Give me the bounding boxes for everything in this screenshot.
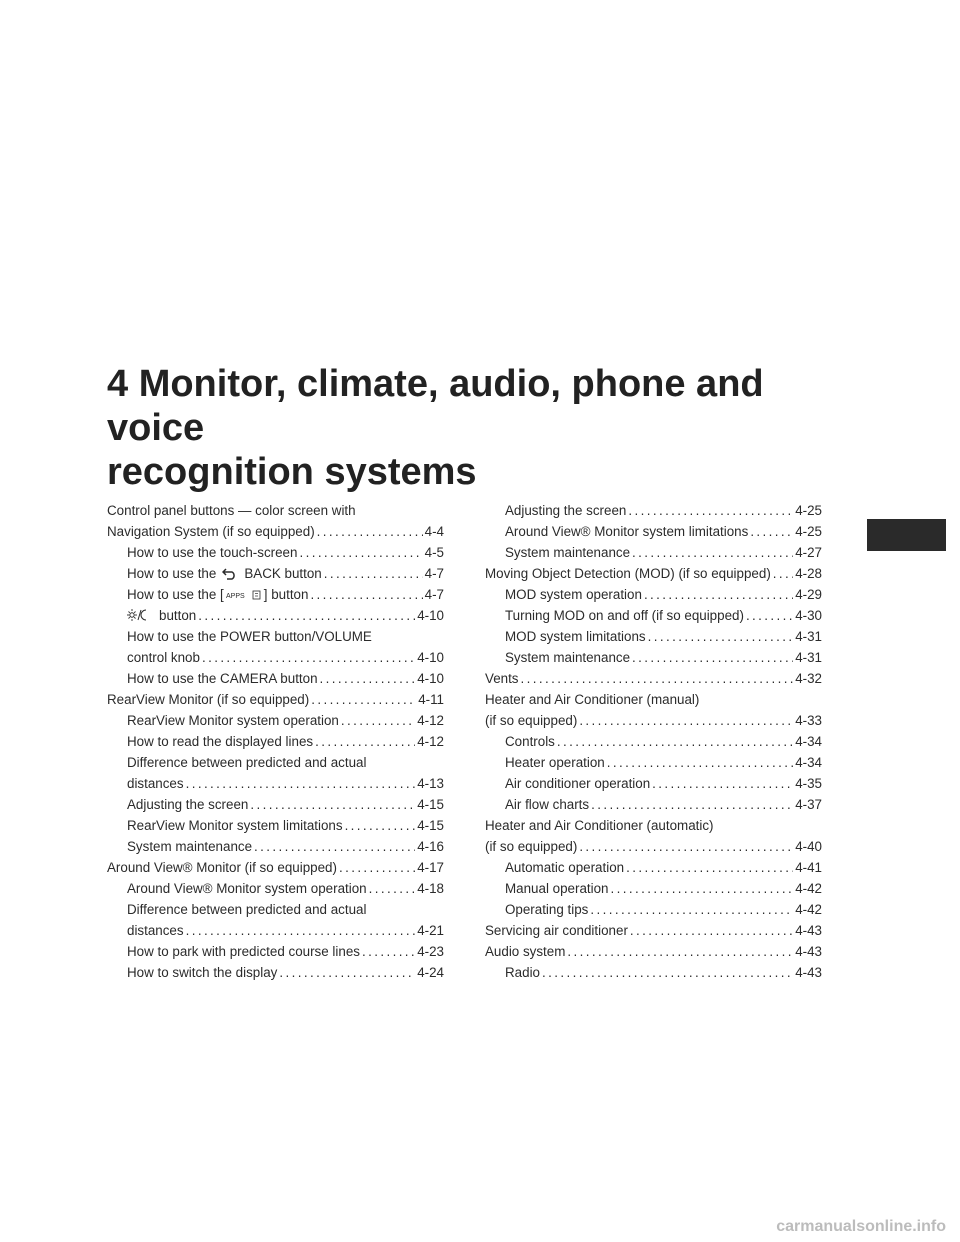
toc-entry: Heater and Air Conditioner (automatic) (485, 818, 714, 833)
leader-dots (341, 710, 415, 731)
page-number: 4-10 (417, 650, 444, 665)
leader-dots (315, 731, 415, 752)
toc-entry[interactable]: Servicing air conditioner ..... 4-43 (485, 920, 822, 941)
page-number: 4-13 (417, 776, 444, 791)
toc-entry[interactable]: System maintenance ..... 4-16 (107, 836, 444, 857)
toc-entry[interactable]: Moving Object Detection (MOD) (if so equipped) ..... 4-28 (485, 563, 822, 584)
toc-entry[interactable]: System maintenance ..... 4-27 (485, 542, 822, 563)
chapter-title-line2: recognition systems (107, 451, 477, 493)
leader-dots (186, 920, 416, 941)
page-number: 4-12 (417, 734, 444, 749)
page-number: 4-42 (795, 902, 822, 917)
leader-dots (186, 773, 416, 794)
leader-dots (279, 962, 415, 983)
toc-entry: Difference between predicted and actual (127, 755, 367, 770)
toc-entry[interactable]: Vents ..... 4-32 (485, 668, 822, 689)
page-number: 4-35 (795, 776, 822, 791)
watermark: carmanualsonline.info (776, 1218, 946, 1235)
toc-entry[interactable]: Turning MOD on and off (if so equipped) ..... 4-30 (485, 605, 822, 626)
leader-dots (250, 794, 415, 815)
page-number: 4-41 (795, 860, 822, 875)
leader-dots (648, 626, 794, 647)
toc-entry[interactable]: RearView Monitor system operation ..... 4-12 (107, 710, 444, 731)
leader-dots (567, 941, 793, 962)
page-number: 4-10 (417, 608, 444, 623)
page-number: 4-27 (795, 545, 822, 560)
page-number: 4-31 (795, 629, 822, 644)
leader-dots (198, 605, 415, 626)
page-number: 4-10 (417, 671, 444, 686)
page-number: 4-5 (424, 545, 444, 560)
toc-entry[interactable]: MOD system operation ..... 4-29 (485, 584, 822, 605)
toc-entry[interactable]: Radio ..... 4-43 (485, 962, 822, 983)
toc-entry[interactable]: control knob ..... 4-10 (107, 647, 444, 668)
page-number: 4-40 (795, 839, 822, 854)
toc-left-column (107, 500, 444, 983)
leader-dots (591, 794, 793, 815)
leader-dots (369, 878, 416, 899)
apps-icon (226, 586, 262, 607)
toc-entry[interactable]: button ..... 4-10 (107, 605, 444, 626)
leader-dots (746, 605, 793, 626)
leader-dots (610, 878, 793, 899)
page-number: 4-11 (418, 692, 444, 707)
toc-entry[interactable]: How to switch the display ..... 4-24 (107, 962, 444, 983)
toc-entry[interactable]: RearView Monitor system limitations ..... 4-15 (107, 815, 444, 836)
leader-dots (579, 710, 793, 731)
toc-entry[interactable]: How to read the displayed lines ..... 4-12 (107, 731, 444, 752)
leader-dots (324, 563, 423, 584)
toc-entry: Control panel buttons — color screen with (107, 503, 356, 518)
page-number: 4-42 (795, 881, 822, 896)
toc-entry[interactable]: Air conditioner operation ..... 4-35 (485, 773, 822, 794)
leader-dots (750, 521, 793, 542)
page-number: 4-15 (417, 797, 444, 812)
toc-entry[interactable]: How to use the CAMERA button ..... 4-10 (107, 668, 444, 689)
page-number: 4-16 (417, 839, 444, 854)
toc-entry[interactable]: Around View® Monitor system limitations ..... 4-25 (485, 521, 822, 542)
toc-entry[interactable]: Controls ..... 4-34 (485, 731, 822, 752)
leader-dots (630, 920, 793, 941)
page-number: 4-7 (424, 587, 444, 602)
leader-dots (626, 857, 793, 878)
page-number: 4-17 (417, 860, 444, 875)
toc-entry[interactable]: Adjusting the screen ..... 4-15 (107, 794, 444, 815)
page-number: 4-30 (795, 608, 822, 623)
leader-dots (317, 521, 423, 542)
chapter-title (107, 362, 867, 494)
toc-entry[interactable]: How to use the [ APPS ] button ..... 4-7 (107, 584, 444, 605)
page-number: 4-34 (795, 734, 822, 749)
leader-dots (557, 731, 793, 752)
page-number: 4-25 (795, 524, 822, 539)
page-number: 4-31 (795, 650, 822, 665)
toc-entry[interactable]: Air flow charts ..... 4-37 (485, 794, 822, 815)
toc-entry[interactable]: MOD system limitations ..... 4-31 (485, 626, 822, 647)
toc-entry[interactable]: Around View® Monitor (if so equipped) ..... 4-17 (107, 857, 444, 878)
toc-entry[interactable]: Automatic operation ..... 4-41 (485, 857, 822, 878)
page-number: 4-18 (417, 881, 444, 896)
page-number: 4-43 (795, 965, 822, 980)
toc-entry[interactable]: (if so equipped) ..... 4-33 (485, 710, 822, 731)
chapter-tab-marker (867, 519, 946, 551)
leader-dots (590, 899, 793, 920)
leader-dots (628, 500, 793, 521)
leader-dots (362, 941, 415, 962)
toc-entry: Heater and Air Conditioner (manual) (485, 692, 700, 707)
apps-icon-text: APPS (225, 593, 245, 600)
leader-dots (202, 647, 415, 668)
leader-dots (345, 815, 416, 836)
leader-dots (632, 542, 793, 563)
back-arrow-icon (222, 565, 238, 586)
leader-dots (311, 689, 416, 710)
leader-dots (320, 668, 416, 689)
toc-entry[interactable]: Around View® Monitor system operation ..... 4-18 (107, 878, 444, 899)
leader-dots (521, 668, 794, 689)
leader-dots (644, 584, 793, 605)
page-number: 4-23 (417, 944, 444, 959)
page-number: 4-12 (417, 713, 444, 728)
toc-entry[interactable]: How to use the touch-screen ..... 4-5 (107, 542, 444, 563)
toc-entry[interactable]: How to use the BACK button ..... 4-7 (107, 563, 444, 584)
page-number: 4-7 (424, 566, 444, 581)
leader-dots (299, 542, 422, 563)
toc-entry[interactable]: (if so equipped) ..... 4-40 (485, 836, 822, 857)
leader-dots (579, 836, 793, 857)
page-number: 4-25 (795, 503, 822, 518)
chapter-title-line1: 4 Monitor, climate, audio, phone and voice (107, 363, 764, 449)
leader-dots (310, 584, 422, 605)
page-number: 4-32 (795, 671, 822, 686)
brightness-day-night-icon (127, 607, 151, 628)
page-number: 4-34 (795, 755, 822, 770)
toc-entry[interactable]: Adjusting the screen ..... 4-25 (485, 500, 822, 521)
toc-entry[interactable]: Heater operation ..... 4-34 (485, 752, 822, 773)
leader-dots (254, 836, 415, 857)
toc-right-column (485, 500, 822, 983)
toc-entry[interactable]: RearView Monitor (if so equipped) ..... 4-11 (107, 689, 444, 710)
toc-entry: Difference between predicted and actual (127, 902, 367, 917)
page-number: 4-33 (795, 713, 822, 728)
leader-dots (632, 647, 793, 668)
toc-entry: How to use the POWER button/VOLUME (127, 629, 372, 644)
page-number: 4-43 (795, 923, 822, 938)
page-number: 4-4 (424, 524, 444, 539)
page-number: 4-37 (795, 797, 822, 812)
leader-dots (607, 752, 793, 773)
leader-dots (339, 857, 415, 878)
toc-entry[interactable]: distances ..... 4-21 (107, 920, 444, 941)
page-number: 4-28 (795, 566, 822, 581)
leader-dots (773, 563, 793, 584)
page-number: 4-24 (417, 965, 444, 980)
page-number: 4-29 (795, 587, 822, 602)
page-number: 4-43 (795, 944, 822, 959)
toc-entry[interactable]: Operating tips ..... 4-42 (485, 899, 822, 920)
toc-entry[interactable]: Audio system ..... 4-43 (485, 941, 822, 962)
toc-entry[interactable]: distances ..... 4-13 (107, 773, 444, 794)
leader-dots (542, 962, 793, 983)
toc-entry[interactable]: How to park with predicted course lines ..... 4-23 (107, 941, 444, 962)
leader-dots (652, 773, 793, 794)
toc-entry[interactable]: Navigation System (if so equipped) ..... 4-4 (107, 521, 444, 542)
page-number: 4-21 (417, 923, 444, 938)
toc-entry[interactable]: System maintenance ..... 4-31 (485, 647, 822, 668)
page-number: 4-15 (417, 818, 444, 833)
toc-entry[interactable]: Manual operation ..... 4-42 (485, 878, 822, 899)
